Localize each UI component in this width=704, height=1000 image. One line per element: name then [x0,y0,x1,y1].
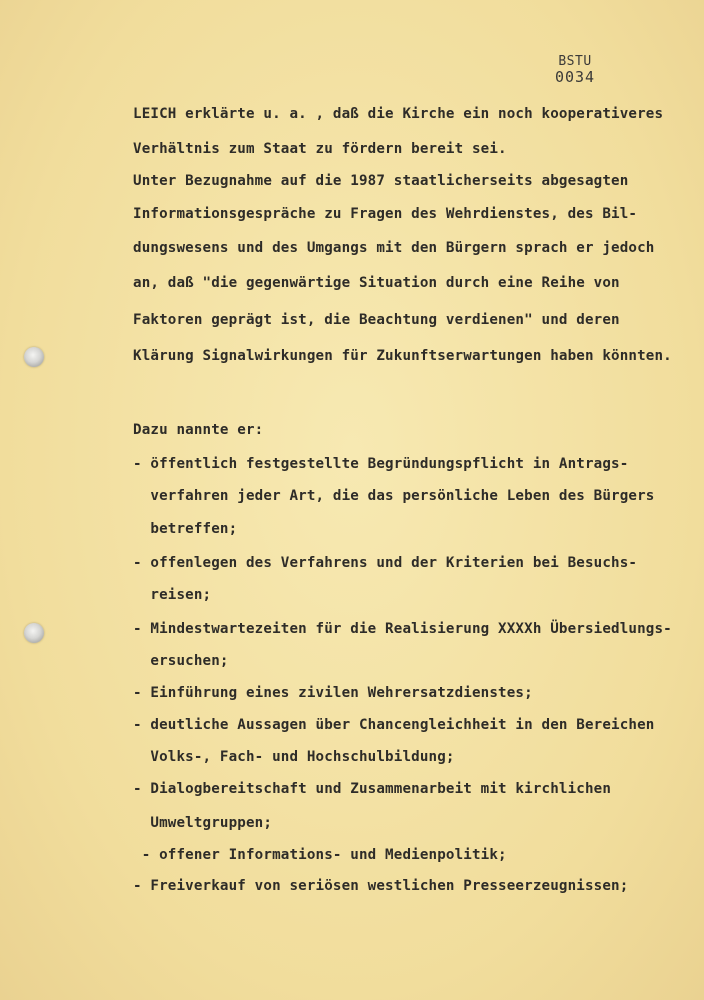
text-line: an, daß "die gegenwärtige Situation durch eine Reihe von [133,275,620,291]
list-item: verfahren jeder Art, die das persönliche Leben des Bürgers [133,488,655,504]
list-item: ersuchen; [133,653,229,669]
list-item: betreffen; [133,521,238,537]
text-line: dungswesens und des Umgangs mit den Bürgern sprach er jedoch [133,240,655,256]
list-intro: Dazu nannte er: [133,422,264,438]
list-item: - Mindestwartezeiten für die Realisierung XXXXh Übersiedlungs- [133,621,672,637]
list-item: - offener Informations- und Medienpolitik; [133,847,507,863]
text-line: LEICH erklärte u. a. , daß die Kirche ein noch kooperativeres [133,106,664,122]
list-item: Umweltgruppen; [133,815,273,831]
list-item: - Dialogbereitschaft und Zusammenarbeit mit kirchlichen [133,781,612,797]
list-item: - Freiverkauf von seriösen westlichen Presseerzeugnissen; [133,878,629,894]
text-line: Informationsgespräche zu Fragen des Wehrdienstes, des Bil- [133,206,638,222]
list-item: - öffentlich festgestellte Begründungspflicht in Antrags- [133,456,629,472]
archive-stamp-label: BSTU [558,54,592,69]
text-line: Klärung Signalwirkungen für Zukunftserwartungen haben könnten. [133,348,672,364]
text-line: Verhältnis zum Staat zu fördern bereit sei. [133,141,507,157]
list-item: Volks-, Fach- und Hochschulbildung; [133,749,455,765]
list-item: reisen; [133,587,212,603]
list-item: - deutliche Aussagen über Chancengleichheit in den Bereichen [133,717,655,733]
list-item: - Einführung eines zivilen Wehrersatzdienstes; [133,685,533,701]
text-line: Unter Bezugnahme auf die 1987 staatlicherseits abgesagten [133,173,629,189]
punch-hole-icon [24,623,44,643]
text-line: Faktoren geprägt ist, die Beachtung verdienen" und deren [133,312,620,328]
list-item: - offenlegen des Verfahrens und der Kriterien bei Besuchs- [133,555,638,571]
archive-stamp [548,54,602,86]
archive-page-number: 0034 [554,68,596,86]
punch-hole-icon [24,347,44,367]
